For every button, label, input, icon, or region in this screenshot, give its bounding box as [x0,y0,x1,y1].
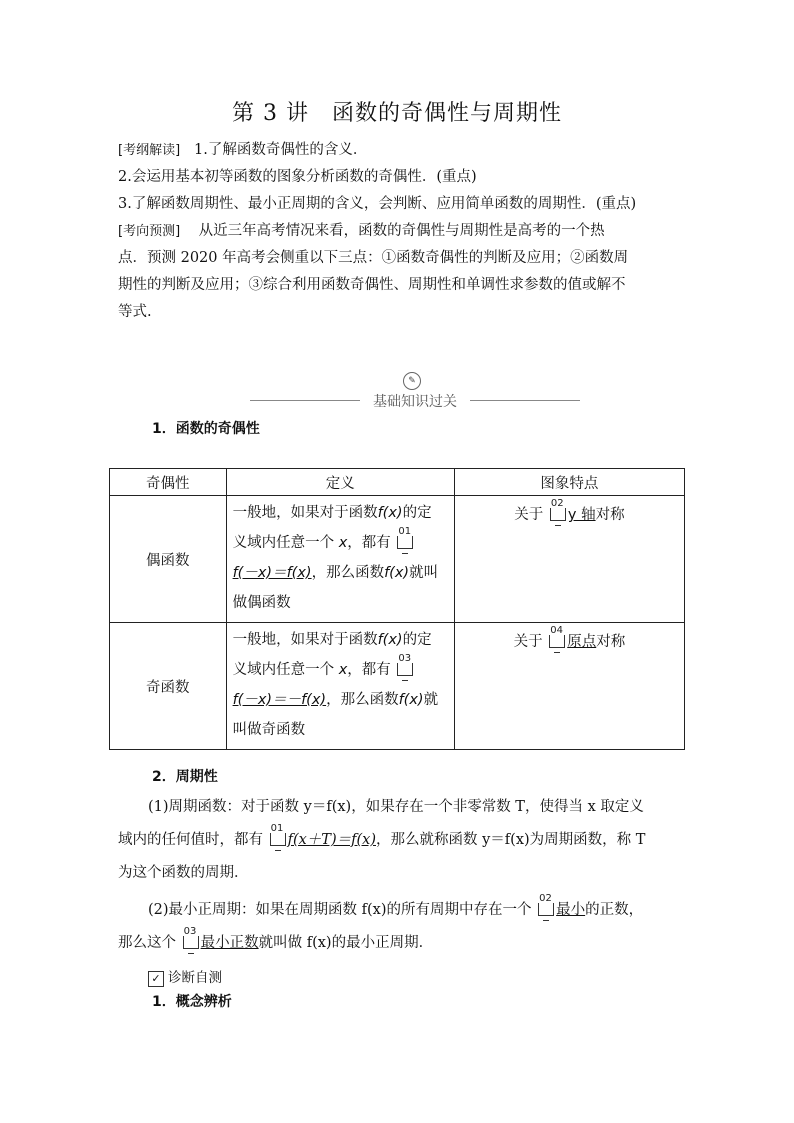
answer-blank-box [397,653,413,676]
min-period-line-2 [118,927,680,960]
def-math: f(x) [398,692,424,708]
forecast-text-2: 点．预测 2020 年高考会侧重以下三点：①函数奇偶性的判断及应用；②函数周 [118,250,629,266]
table-cell-name: 奇函数 [110,623,227,750]
period-text: (2)最小正周期：如果在周期函数 f(x)的所有周期中存在一个 [148,902,532,918]
blank-dash [543,920,549,921]
page-title: 第 3 讲 函数的奇偶性与周期性 [232,101,562,126]
answer-text: y 轴 [567,507,596,523]
table-header: 图象特点 [454,469,684,496]
outline-tag: [考纲解读] [118,143,181,158]
section-heading-parity: 1．函数的奇偶性 [152,421,260,437]
exam-outline [118,137,680,326]
banner-label: 基础知识过关 [360,391,470,411]
blank-number: 04 [550,625,563,636]
periodicity-body [118,791,680,960]
answer-text: 原点 [567,634,597,650]
period-text: 域内的任何值时，都有 [118,832,263,848]
answer-text: 最小正数 [200,935,259,951]
period-text: 的正数， [585,902,644,918]
def-text: 义域内任意一个 [232,535,335,551]
def-math: f(x) [377,505,403,521]
check-icon: ✓ [148,971,164,987]
section-heading-periodicity: 2．周期性 [152,769,218,785]
def-text: 义域内任意一个 [232,662,335,678]
answer-text: f(－x)＝f(x) [232,565,312,581]
blank-dash [554,652,560,653]
period-def-line-2 [118,824,680,857]
answer-text: 最小 [556,902,586,918]
answer-text: f(x＋T)＝f(x) [287,832,376,848]
def-text: 叫做奇函数 [232,722,306,738]
table-header: 定义 [226,469,454,496]
forecast-text-1: 从近三年高考情况来看，函数的奇偶性与周期性是高考的一个热 [198,223,605,239]
def-text: 一般地，如果对于函数 [232,505,378,521]
blank-number: 03 [183,926,197,937]
graph-text: 对称 [596,634,626,650]
period-text: 就叫做 f(x)的最小正周期． [258,935,434,951]
outline-item-2: 2.会运用基本初等函数的图象分析函数的奇偶性．(重点) [118,169,477,185]
def-text: 的定 [402,505,432,521]
outline-item-1: 1.了解函数奇偶性的含义． [193,142,368,158]
def-text: 就 [423,692,439,708]
period-def-line-1: (1)周期函数：对于函数 y＝f(x)，如果存在一个非零常数 T，使得当 x 取定义 [148,799,644,815]
leaf-icon: ✎ [403,372,421,390]
def-math: x [338,662,348,678]
min-period-line-1 [118,894,680,927]
def-text: ，都有 [347,662,391,678]
blank-dash [555,525,561,526]
forecast-text-3: 期性的判断及应用；③综合利用函数奇偶性、周期性和单调性求参数的值或解不 [118,277,626,293]
def-text: ，那么函数 [326,692,399,708]
blank-number: 02 [550,498,564,509]
outline-line-1 [118,137,680,164]
table-cell-graph [454,623,684,750]
banner-rule-right [470,400,580,401]
outline-item-3: 3.了解函数周期性、最小正周期的含义，会判断、应用简单函数的周期性．(重点) [118,196,637,212]
forecast-text-4: 等式. [118,304,152,320]
def-text: 就叫 [409,565,439,581]
blank-dash [402,553,408,554]
blank-dash [402,680,408,681]
def-text: ，那么函数 [311,565,385,581]
blank-number: 02 [539,893,552,904]
graph-text: 对称 [595,507,625,523]
table-cell-definition [226,496,454,623]
self-test-label [148,966,222,987]
def-text: 一般地，如果对于函数 [232,632,378,648]
blank-number: 01 [398,526,412,537]
section-heading-concepts: 1．概念辨析 [152,994,232,1010]
table-row [110,496,685,623]
answer-blank-box [183,926,199,949]
table-cell-graph [454,496,684,623]
graph-text: 关于 [513,634,543,650]
answer-text: f(－x)＝－f(x) [232,692,327,708]
forecast-tag: [考向预测] [118,224,181,239]
answer-blank-box [549,625,565,648]
table-cell-name: 偶函数 [110,496,227,623]
def-text: 做偶函数 [232,595,291,611]
blank-number: 01 [270,823,284,834]
self-test-text: 诊断自测 [168,970,222,986]
table-cell-definition [226,623,454,750]
blank-dash [275,850,281,851]
blank-number: 03 [398,653,412,664]
section-banner [250,370,580,410]
parity-table [109,468,685,750]
table-header-row [110,469,685,496]
table-header: 奇偶性 [110,469,227,496]
forecast-line-1 [118,218,680,245]
period-def-line-3: 为这个函数的周期． [118,865,249,881]
def-math: f(x) [377,632,403,648]
def-math: f(x) [384,565,410,581]
answer-blank-box [538,893,554,916]
banner-rule-left [250,400,360,401]
def-text: ，都有 [347,535,391,551]
graph-text: 关于 [514,507,544,523]
period-text: 那么这个 [118,935,176,951]
table-row [110,623,685,750]
answer-blank-box [397,526,413,549]
def-text: 的定 [402,632,432,648]
period-text: ，那么就称函数 y＝f(x)为周期函数，称 T [376,832,646,848]
blank-dash [188,953,194,954]
answer-blank-box [270,823,286,846]
answer-blank-box [550,498,566,521]
def-math: x [338,535,348,551]
